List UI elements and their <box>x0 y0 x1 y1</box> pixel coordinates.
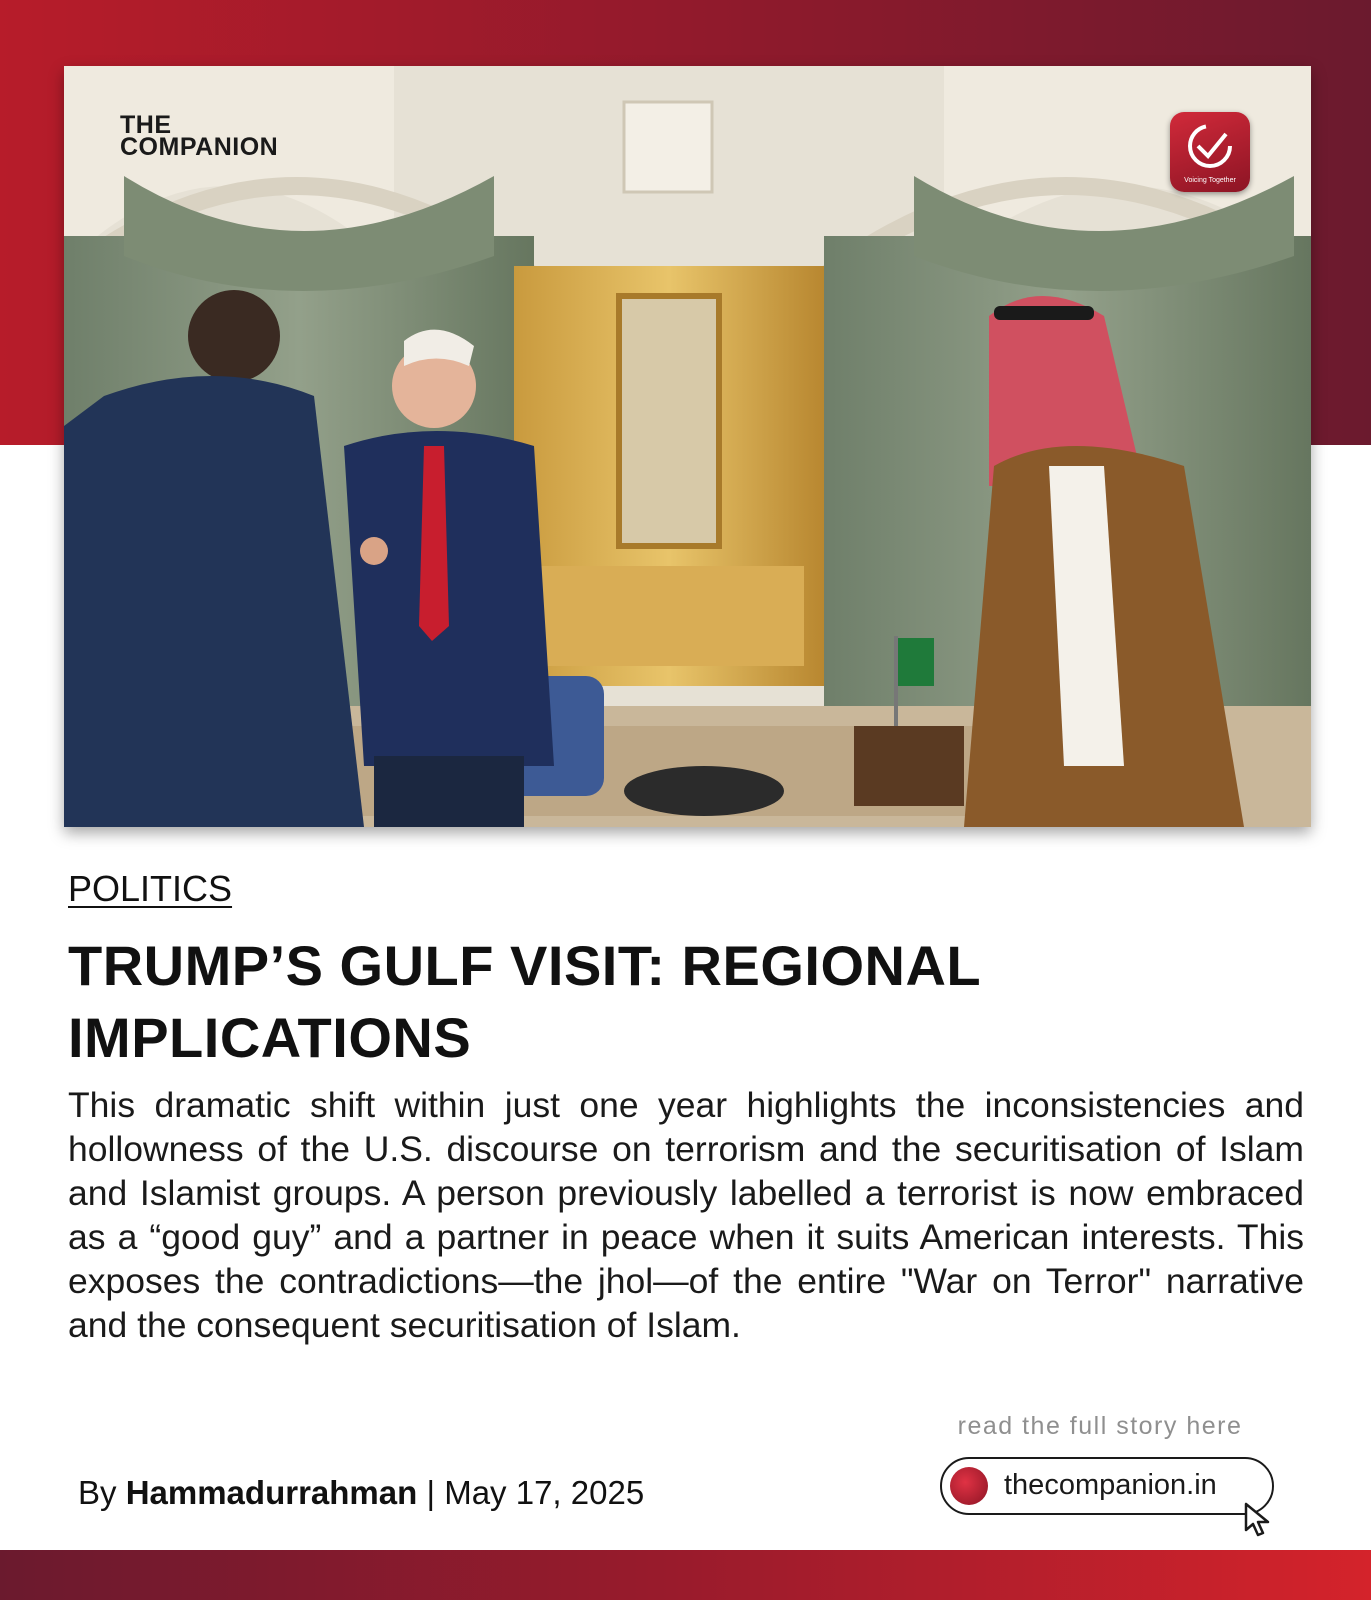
brand-line-1: THE <box>120 111 172 139</box>
bottom-banner-band <box>0 1550 1371 1600</box>
brand-line-2: COMPANION <box>120 133 279 161</box>
pointer-cursor-icon <box>1242 1502 1276 1538</box>
publish-date: May 17, 2025 <box>444 1474 645 1511</box>
byline-prefix: By <box>78 1474 117 1511</box>
photo-illustration <box>64 66 1311 827</box>
website-url[interactable]: thecompanion.in <box>1004 1469 1217 1501</box>
read-more-label: read the full story here <box>957 1412 1243 1440</box>
byline <box>78 1474 644 1512</box>
brand-wordmark <box>120 111 279 161</box>
article-photo <box>64 66 1311 827</box>
brand-logo-badge <box>1170 112 1250 192</box>
website-link-button[interactable] <box>940 1457 1274 1515</box>
article-headline: TRUMP’S GULF VISIT: REGIONAL IMPLICATIONS <box>68 934 981 1069</box>
byline-separator: | <box>426 1474 436 1511</box>
companion-logo-icon <box>950 1467 988 1505</box>
author-name[interactable]: Hammadurrahman <box>125 1474 418 1511</box>
article-excerpt: This dramatic shift within just one year highlights the inconsistencies and hollowness of the U.S. discourse on terrorism and the securitisation of Islam and Islamist groups. A person previously labelled a terrorist is now embraced as a “good guy” and a partner in peace when it suits American interests. This exposes the contradictions—the jhol—of the entire "War on Terror" narrative and the consequent securitisation of Islam. <box>68 1085 1304 1345</box>
brand-tagline: Voicing Together <box>1184 177 1236 184</box>
article-category[interactable]: POLITICS <box>68 868 233 909</box>
